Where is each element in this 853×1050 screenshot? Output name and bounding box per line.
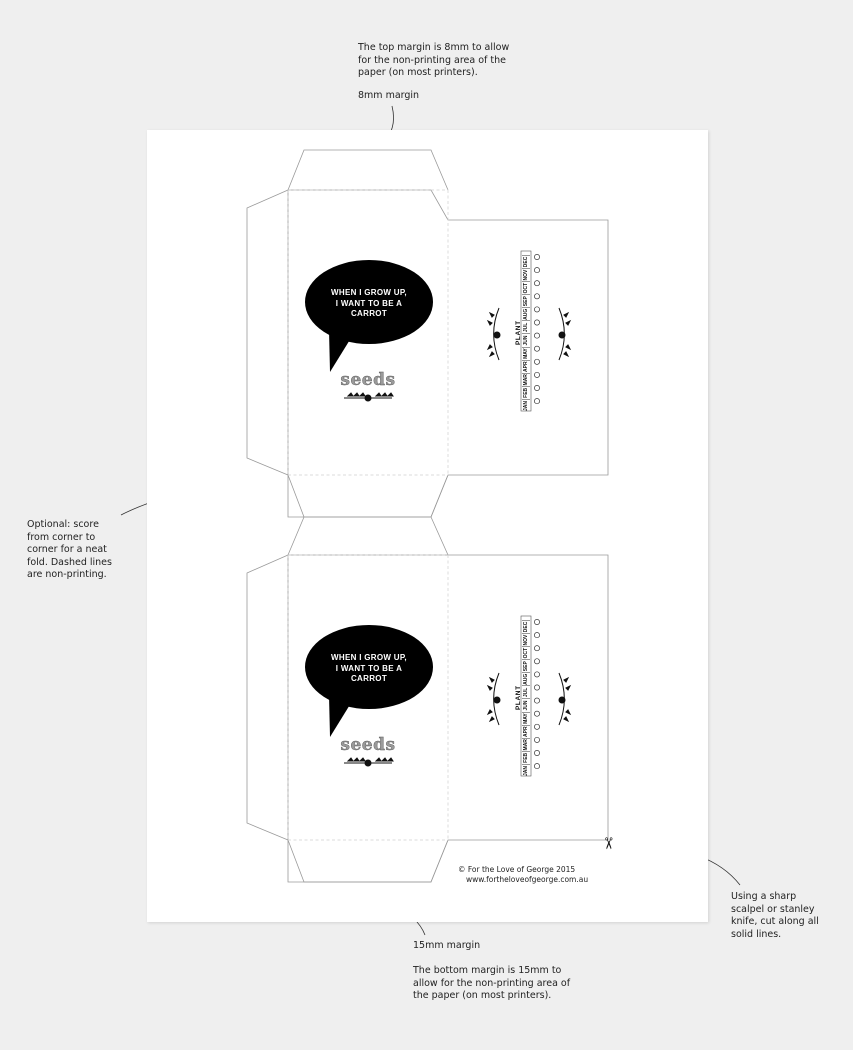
month-label: MAY (523, 348, 529, 359)
packet-2-bubble-text: WHEN I GROW UP, I WANT TO BE A CARROT (331, 653, 407, 683)
month-label: JUL (522, 685, 530, 698)
packet-2-top-flap (288, 517, 448, 555)
month-label: MAR (523, 374, 529, 386)
month-label: FEB (522, 386, 530, 399)
month-checkbox (534, 619, 539, 624)
month-label: JUN (522, 333, 530, 346)
scissors-icon: ✂ (599, 836, 619, 851)
month-label: JUL (522, 320, 530, 333)
month-label: DEC (523, 621, 529, 633)
month-label: OCT (523, 282, 529, 294)
website-text: www.fortheloveofgeorge.com.au (466, 875, 589, 884)
month-checkbox (534, 294, 539, 299)
packet-1-top-flap (288, 150, 448, 190)
bottom-margin-note: The bottom margin is 15mm to allow for the non-printing area of the paper (on most printers). (413, 965, 571, 1001)
envelope-template (147, 130, 708, 922)
packet-1-side-flap (247, 190, 288, 475)
month-label: JAN (522, 399, 530, 412)
month-checkbox (534, 633, 539, 638)
packet-2-seeds-label: seeds (340, 735, 396, 755)
month-label: SEP (522, 294, 530, 307)
month-checkbox (534, 737, 539, 742)
month-checkbox (534, 268, 539, 273)
packet-1-bottom-flap (288, 475, 448, 517)
month-label: NOV (523, 634, 529, 646)
packet-1-seeds-label: seeds (340, 370, 396, 390)
copyright-text: © For the Love of George 2015 (458, 865, 576, 874)
month-checkbox (534, 359, 539, 364)
month-checkbox (534, 399, 539, 404)
month-checkbox (534, 346, 539, 351)
packet-2-side-flap (247, 555, 288, 840)
month-checkbox (534, 372, 539, 377)
month-checkbox (534, 646, 539, 651)
top-margin-label: 8mm margin (358, 90, 420, 101)
month-checkbox (534, 698, 539, 703)
month-checkbox (534, 333, 539, 338)
month-checkbox (534, 307, 539, 312)
month-checkbox (534, 385, 539, 390)
packet-1-left-laurel-icon (488, 308, 500, 360)
month-label: AUG (523, 308, 529, 320)
month-checkbox (534, 685, 539, 690)
month-label: APR (523, 726, 529, 737)
packet-2-month-checkboxes (534, 619, 539, 768)
month-checkbox (534, 320, 539, 325)
packet-1-month-checkboxes (534, 254, 539, 403)
month-label: NOV (523, 269, 529, 281)
month-checkbox (534, 711, 539, 716)
top-margin-note: The top margin is 8mm to allow for the non-printing area of the paper (on most printers). (358, 42, 510, 78)
month-checkbox (534, 254, 539, 259)
month-label: MAR (523, 739, 529, 751)
cut-lines-note: Using a sharp scalpel or stanley knife, cut along all solid lines. (731, 891, 819, 940)
month-label: MAY (523, 713, 529, 724)
month-checkbox (534, 672, 539, 677)
month-checkbox (534, 764, 539, 769)
month-label: OCT (523, 647, 529, 659)
month-checkbox (534, 724, 539, 729)
month-label: AUG (523, 673, 529, 685)
bottom-margin-label: 15mm margin (413, 940, 481, 951)
packet-2-seeds-laurel-icon (344, 758, 393, 766)
month-label: FEB (522, 751, 530, 764)
month-label: APR (523, 361, 529, 372)
month-label: JUN (522, 698, 530, 711)
packet-2-bottom-flap (288, 840, 448, 882)
packet-2-right-laurel-icon (559, 673, 570, 725)
month-checkbox (534, 281, 539, 286)
packet-2-left-laurel-icon (488, 673, 500, 725)
score-fold-note: Optional: score from corner to corner for a neat fold. Dashed lines are non-printing. (27, 519, 112, 580)
printable-sheet: WHEN I GROW UP, I WANT TO BE A CARROT seeds PLANT JAN FEB MAR APR MAY JUN JUL AUG SEP OCT NOV DEC WHEN I GROW UP, I WANT TO BE A CARROT seeds PLANT JAN FEB MAR APR MAY JUN JUL AUG SEP OCT NOV DEC ✂ © For the Love of George 2015 www.fortheloveofgeorge.com.au (147, 130, 708, 922)
month-label: JAN (522, 764, 530, 777)
packet-1-seeds-laurel-icon (344, 393, 393, 401)
month-label: DEC (523, 256, 529, 268)
month-label: SEP (522, 659, 530, 672)
month-checkbox (534, 659, 539, 664)
packet-1-bubble-text: WHEN I GROW UP, I WANT TO BE A CARROT (331, 288, 407, 318)
packet-1-right-laurel-icon (559, 308, 570, 360)
month-checkbox (534, 750, 539, 755)
